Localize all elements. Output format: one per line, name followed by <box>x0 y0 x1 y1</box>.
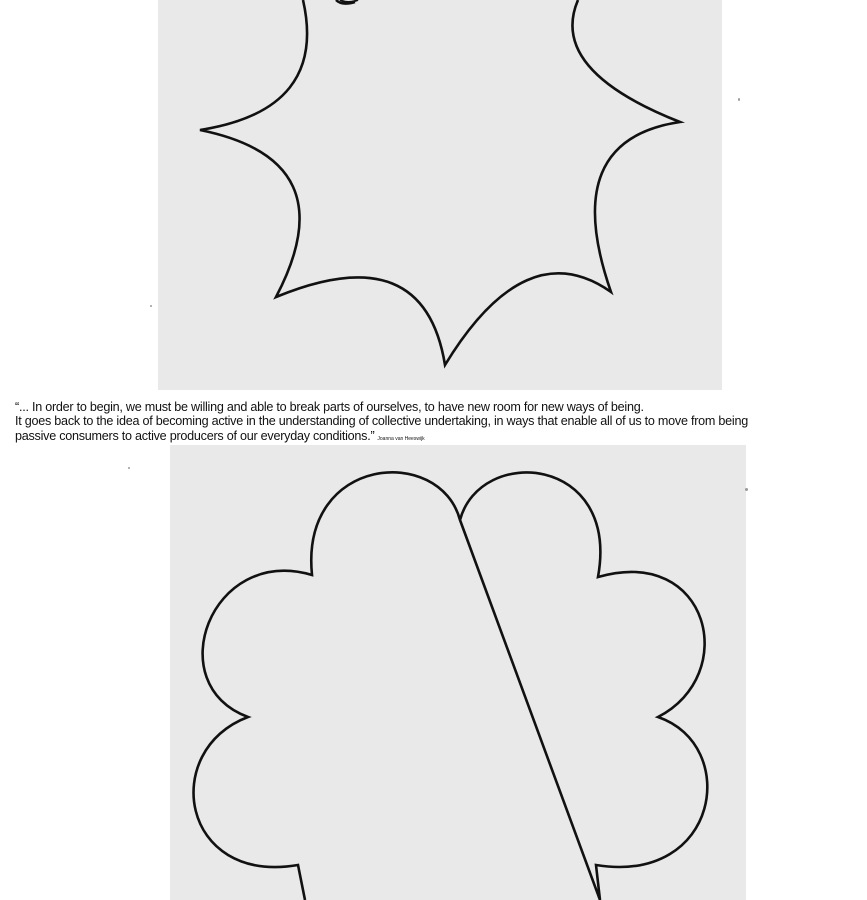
quote-block <box>15 400 805 446</box>
quote-line: It goes back to the idea of becoming active in the understanding of collective undertaking, in ways that enable all of us to move from being <box>15 414 748 429</box>
quote-line-last <box>15 429 805 446</box>
quote-text: passive consumers to active producers of our everyday conditions.” <box>15 428 375 443</box>
paper-speck <box>150 305 152 307</box>
top-figure-scan <box>158 0 722 390</box>
bottom-figure-scan <box>170 445 746 900</box>
flower-outline <box>194 472 708 900</box>
paper-speck <box>128 467 130 469</box>
flower-outline-drawing <box>170 445 746 900</box>
quote-line: “... In order to begin, we must be willing and able to break parts of ourselves, to have new room for new ways of being. <box>15 400 644 414</box>
paper-speck <box>738 98 740 101</box>
star-outline-drawing <box>158 0 722 390</box>
star-outline <box>200 0 680 365</box>
paper-speck <box>745 488 748 491</box>
quote-author: Joanna van Heeswijk <box>377 435 425 442</box>
